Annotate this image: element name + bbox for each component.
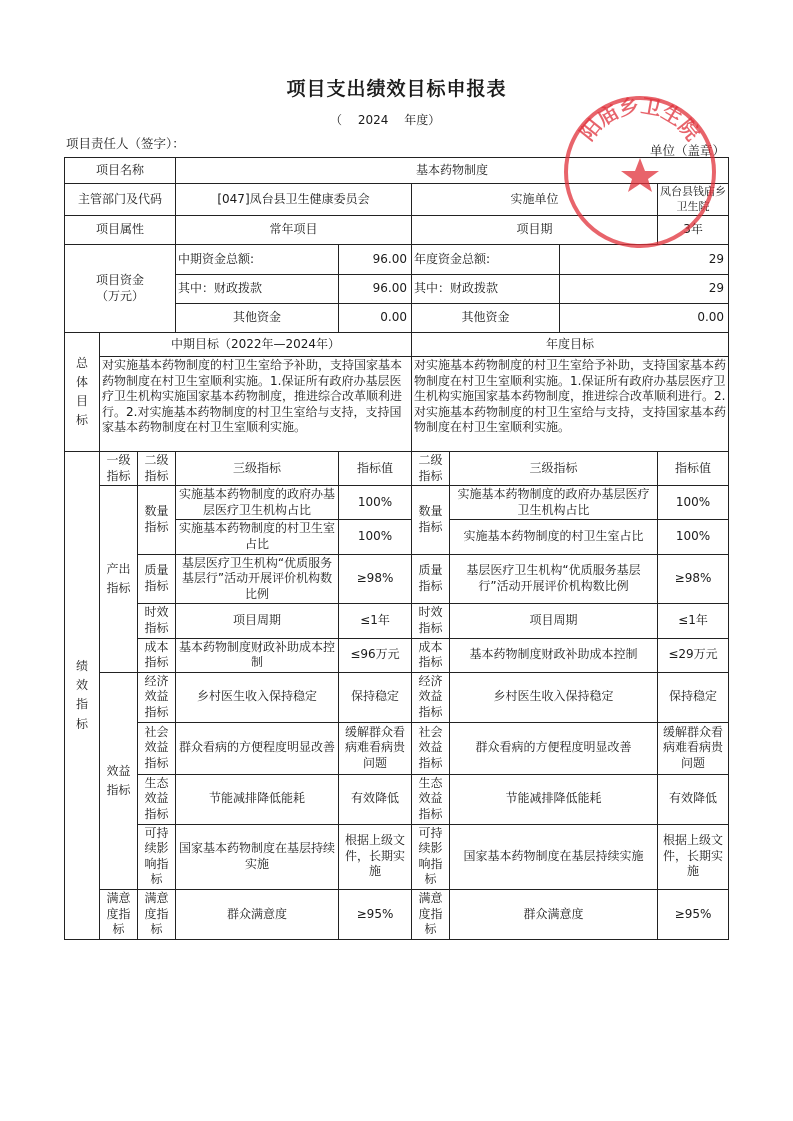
year-fiscal-label: 其中：财政拨款 — [412, 275, 560, 304]
dept-label: 主管部门及代码 — [65, 184, 176, 216]
social-name-year: 群众看病的方便程度明显改善 — [450, 722, 658, 774]
time-name-year: 项目周期 — [450, 604, 658, 638]
h-value: 指标值 — [339, 452, 412, 486]
cost-name-year: 基本药物制度财政补助成本控制 — [450, 638, 658, 672]
econ-mid: 保持稳定 — [339, 672, 412, 722]
mid-total-value: 96.00 — [339, 245, 412, 275]
year-total-value: 29 — [560, 245, 729, 275]
econ-label: 经济效益指标 — [138, 672, 176, 722]
sat-name-year: 群众满意度 — [450, 889, 658, 939]
year-close: 年度） — [404, 113, 441, 127]
eco-name-year: 节能减排降低能耗 — [450, 774, 658, 824]
quality-mid: ≥98% — [339, 554, 412, 604]
eco-label: 生态效益指标 — [138, 774, 176, 824]
mid-other-value: 0.00 — [339, 304, 412, 333]
cost-mid: ≤96万元 — [339, 638, 412, 672]
perf-section-text: 绩效指标 — [75, 659, 88, 731]
h-level1: 一级指标 — [100, 452, 138, 486]
year-goal-header: 年度目标 — [412, 333, 729, 357]
year-open: （ — [330, 113, 343, 127]
funds-label: 项目资金 （万元） — [65, 245, 176, 333]
period-value: 3年 — [658, 216, 729, 245]
qty1-name-year: 实施基本药物制度的政府办基层医疗卫生机构占比 — [450, 486, 658, 520]
mid-goal-header: 中期目标（2022年—2024年） — [100, 333, 412, 357]
mid-fiscal-label: 其中：财政拨款 — [176, 275, 339, 304]
social-label: 社会效益指标 — [138, 722, 176, 774]
sat-name: 群众满意度 — [176, 889, 339, 939]
econ-year: 保持稳定 — [658, 672, 729, 722]
performance-target-table — [64, 157, 729, 940]
time-mid: ≤1年 — [339, 604, 412, 638]
h-level2: 二级指标 — [138, 452, 176, 486]
sat-year: ≥95% — [658, 889, 729, 939]
year-fiscal-value: 29 — [560, 275, 729, 304]
qty-label-year: 数量指标 — [412, 486, 450, 554]
seal-text-path: 阳庙乡卫生院 — [575, 93, 705, 146]
perf-section-label — [65, 452, 100, 940]
time-label-year: 时效指标 — [412, 604, 450, 638]
cost-label-year: 成本指标 — [412, 638, 450, 672]
quality-label: 质量指标 — [138, 554, 176, 604]
time-name: 项目周期 — [176, 604, 339, 638]
social-mid: 缓解群众看病难看病贵问题 — [339, 722, 412, 774]
h-level3-year: 三级指标 — [450, 452, 658, 486]
quality-year: ≥98% — [658, 554, 729, 604]
econ-name: 乡村医生收入保持稳定 — [176, 672, 339, 722]
benefit-label-text: 效益指标 — [106, 763, 131, 797]
qty-label: 数量指标 — [138, 486, 176, 554]
quality-name: 基层医疗卫生机构“优质服务基层行”活动开展评价机构数比例 — [176, 554, 339, 604]
project-name-label: 项目名称 — [65, 158, 176, 184]
year-other-label: 其他资金 — [412, 304, 560, 333]
seal-text — [575, 94, 705, 145]
h-level2-year: 二级指标 — [412, 452, 450, 486]
qty2-year: 100% — [658, 520, 729, 554]
year-other-value: 0.00 — [560, 304, 729, 333]
eco-label-year: 生态效益指标 — [412, 774, 450, 824]
mid-goal-text: 对实施基本药物制度的村卫生室给予补助，支持国家基本药物制度在村卫生室顺利实施。1.保证所有政府办基层医疗卫生机构实施国家基本药物制度，推进综合改革顺利进行。2.对实施基本药物制度的村卫生室给与支持，支持国家基本药物制度在村卫生室顺利实施。 — [100, 357, 412, 452]
period-label: 项目期 — [412, 216, 658, 245]
year-goal-text: 对实施基本药物制度的村卫生室给予补助，支持国家基本药物制度在村卫生室顺利实施。1.保证所有政府办基层医疗卫生机构实施国家基本药物制度，推进综合改革顺利进行。2.对实施基本药物制度的村卫生室给与支持，支持国家基本药物制度在村卫生室顺利实施。 — [412, 357, 729, 452]
eco-mid: 有效降低 — [339, 774, 412, 824]
h-value-year: 指标值 — [658, 452, 729, 486]
social-name: 群众看病的方便程度明显改善 — [176, 722, 339, 774]
time-label: 时效指标 — [138, 604, 176, 638]
social-label-year: 社会效益指标 — [412, 722, 450, 774]
sat-mid: ≥95% — [339, 889, 412, 939]
sust-label-year: 可持续影响指标 — [412, 824, 450, 889]
quality-label-year: 质量指标 — [412, 554, 450, 604]
qty1-year: 100% — [658, 486, 729, 520]
fiscal-year — [330, 111, 440, 128]
sust-mid: 根据上级文件，长期实施 — [339, 824, 412, 889]
output-label — [100, 486, 138, 673]
qty2-name: 实施基本药物制度的村卫生室占比 — [176, 520, 339, 554]
qty2-name-year: 实施基本药物制度的村卫生室占比 — [450, 520, 658, 554]
project-name-value: 基本药物制度 — [176, 158, 729, 184]
eco-name: 节能减排降低能耗 — [176, 774, 339, 824]
qty1-mid: 100% — [339, 486, 412, 520]
year-total-label: 年度资金总额: — [412, 245, 560, 275]
quality-name-year: 基层医疗卫生机构“优质服务基层行”活动开展评价机构数比例 — [450, 554, 658, 604]
output-label-text: 产出指标 — [106, 561, 131, 595]
cost-name: 基本药物制度财政补助成本控制 — [176, 638, 339, 672]
econ-label-year: 经济效益指标 — [412, 672, 450, 722]
dept-value: [047]凤台县卫生健康委员会 — [176, 184, 412, 216]
overall-goal-label — [65, 333, 100, 452]
sust-name: 国家基本药物制度在基层持续实施 — [176, 824, 339, 889]
qty2-mid: 100% — [339, 520, 412, 554]
mid-other-label: 其他资金 — [176, 304, 339, 333]
document-title: 项目支出绩效目标申报表 — [286, 78, 507, 100]
qty1-name: 实施基本药物制度的政府办基层医疗卫生机构占比 — [176, 486, 339, 520]
cost-year: ≤29万元 — [658, 638, 729, 672]
benefit-label — [100, 672, 138, 889]
sust-year: 根据上级文件，长期实施 — [658, 824, 729, 889]
impl-unit-value: 凤台县钱庙乡卫生院 — [658, 184, 729, 216]
cost-label: 成本指标 — [138, 638, 176, 672]
sust-label: 可持续影响指标 — [138, 824, 176, 889]
unit-seal-label: 单位（盖章） — [650, 143, 726, 158]
year-value: 2024 — [357, 113, 389, 127]
eco-year: 有效降低 — [658, 774, 729, 824]
sat-label-year: 满意度指标 — [412, 889, 450, 939]
impl-unit-label: 实施单位 — [412, 184, 658, 216]
attr-value: 常年项目 — [176, 216, 412, 245]
mid-fiscal-value: 96.00 — [339, 275, 412, 304]
attr-label: 项目属性 — [65, 216, 176, 245]
satisfaction-label: 满意度指标 — [100, 889, 138, 939]
sust-name-year: 国家基本药物制度在基层持续实施 — [450, 824, 658, 889]
overall-goal-text: 总体目标 — [75, 355, 88, 428]
h-level3: 三级指标 — [176, 452, 339, 486]
sat-label: 满意度指标 — [138, 889, 176, 939]
time-year: ≤1年 — [658, 604, 729, 638]
responsible-person-label: 项目责任人（签字）： — [66, 136, 185, 151]
social-year: 缓解群众看病难看病贵问题 — [658, 722, 729, 774]
mid-total-label: 中期资金总额: — [176, 245, 339, 275]
econ-name-year: 乡村医生收入保持稳定 — [450, 672, 658, 722]
